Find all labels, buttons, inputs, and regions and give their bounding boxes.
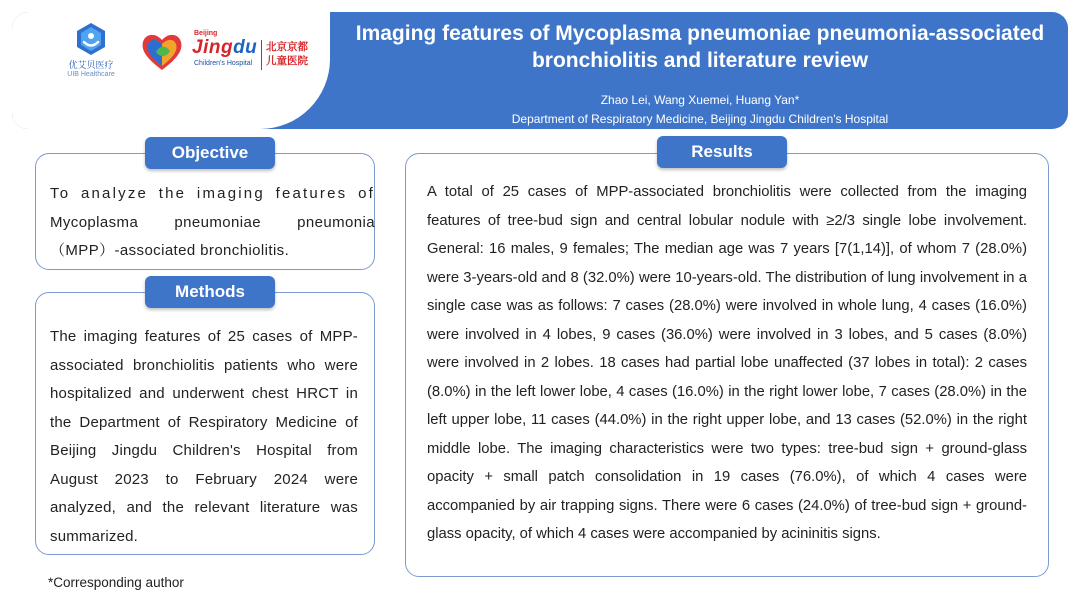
objective-text-rest: Mycoplasma pneumoniae pneumonia（MPP）-associated bronchiolitis. <box>50 213 375 259</box>
author-list: Zhao Lei, Wang Xuemei, Huang Yan* <box>600 93 800 107</box>
corresponding-author-footnote: *Corresponding author <box>48 575 184 590</box>
jingdu-logo-en: Children's Hospital <box>194 60 253 67</box>
heart-logo-icon <box>140 30 184 72</box>
uib-logo-en-text: UIB Healthcare <box>67 71 115 78</box>
jingdu-logo-beijing: Beijing <box>194 30 218 37</box>
uib-healthcare-logo <box>60 22 122 78</box>
jingdu-logo-cn <box>266 40 308 68</box>
logo-divider <box>261 40 262 70</box>
objective-text-line1: To analyze the imaging features of <box>50 185 375 202</box>
results-text: A total of 25 cases of MPP-associated bronchiolitis were collected from the imaging features of tree-bud sign and central lobular nodule with ≥2/3 single lobe involvement. General: 16 males, 9 females; The median age was 7 years [7(1,14)], of whom 7 (28.0%) were 3-years-old and 8 (32.0%) were 10-years-old. The distribution of lung involvement in a single case was as follows: 7 cases (28.0%) were involved in whole lung, 4 cases (16.0%) were involved in 4 lobes, 9 cases (36.0%) were involved in 3 lobes, and 5 cases (8.0%) were involved in 2 lobes. 18 cases had partial lobe unaffected (37 lobes in total): 2 cases (8.0%) in the left lower lobe, 4 cases (16.0%) in the right lower lobe, 7 cases (28.0%) in the left upper lobe, 11 cases (44.0%) in the right upper lobe, and 13 cases (52.0%) in the right middle lobe. The imaging characteristics were two types: tree-bud sign + ground-glass opacity + small patch consolidation in 19 cases (76.0%), of which 4 cases were accompanied by air trapping signs. There were 6 cases (24.0%) of tree-bud sign + ground-glass opacity, of which 4 cases were accompanied by acininitis signs. <box>427 184 1027 542</box>
objective-heading: Objective <box>145 137 275 169</box>
jingdu-hospital-logo <box>140 26 320 76</box>
jingdu-logo-name <box>192 37 257 59</box>
affiliation: Department of Respiratory Medicine, Beijing Jingdu Children's Hospital <box>511 112 889 126</box>
methods-heading: Methods <box>145 276 275 308</box>
uib-logo-cn-text: 优艾贝医疗 <box>68 61 114 71</box>
poster-title: Imaging features of Mycoplasma pneumoniae pneumonia-associated bronchiolitis and literature review <box>355 22 1045 72</box>
jingdu-logo-cn-line2: 儿童医院 <box>266 55 308 67</box>
uib-logo-icon <box>75 22 107 56</box>
results-heading: Results <box>657 136 787 168</box>
jingdu-logo-name-b: du <box>233 37 258 58</box>
jingdu-logo-cn-line1: 北京京都 <box>266 41 308 53</box>
objective-text <box>50 180 375 266</box>
methods-text: The imaging features of 25 cases of MPP-associated bronchiolitis patients who were hospitalized and underwent chest HRCT in the Department of Respiratory Medicine of Beijing Jingdu Children's Hospital from August 2023 to February 2024 were analyzed, and the relevant literature was summarized. <box>50 328 358 545</box>
jingdu-logo-name-a: Jing <box>192 37 234 58</box>
